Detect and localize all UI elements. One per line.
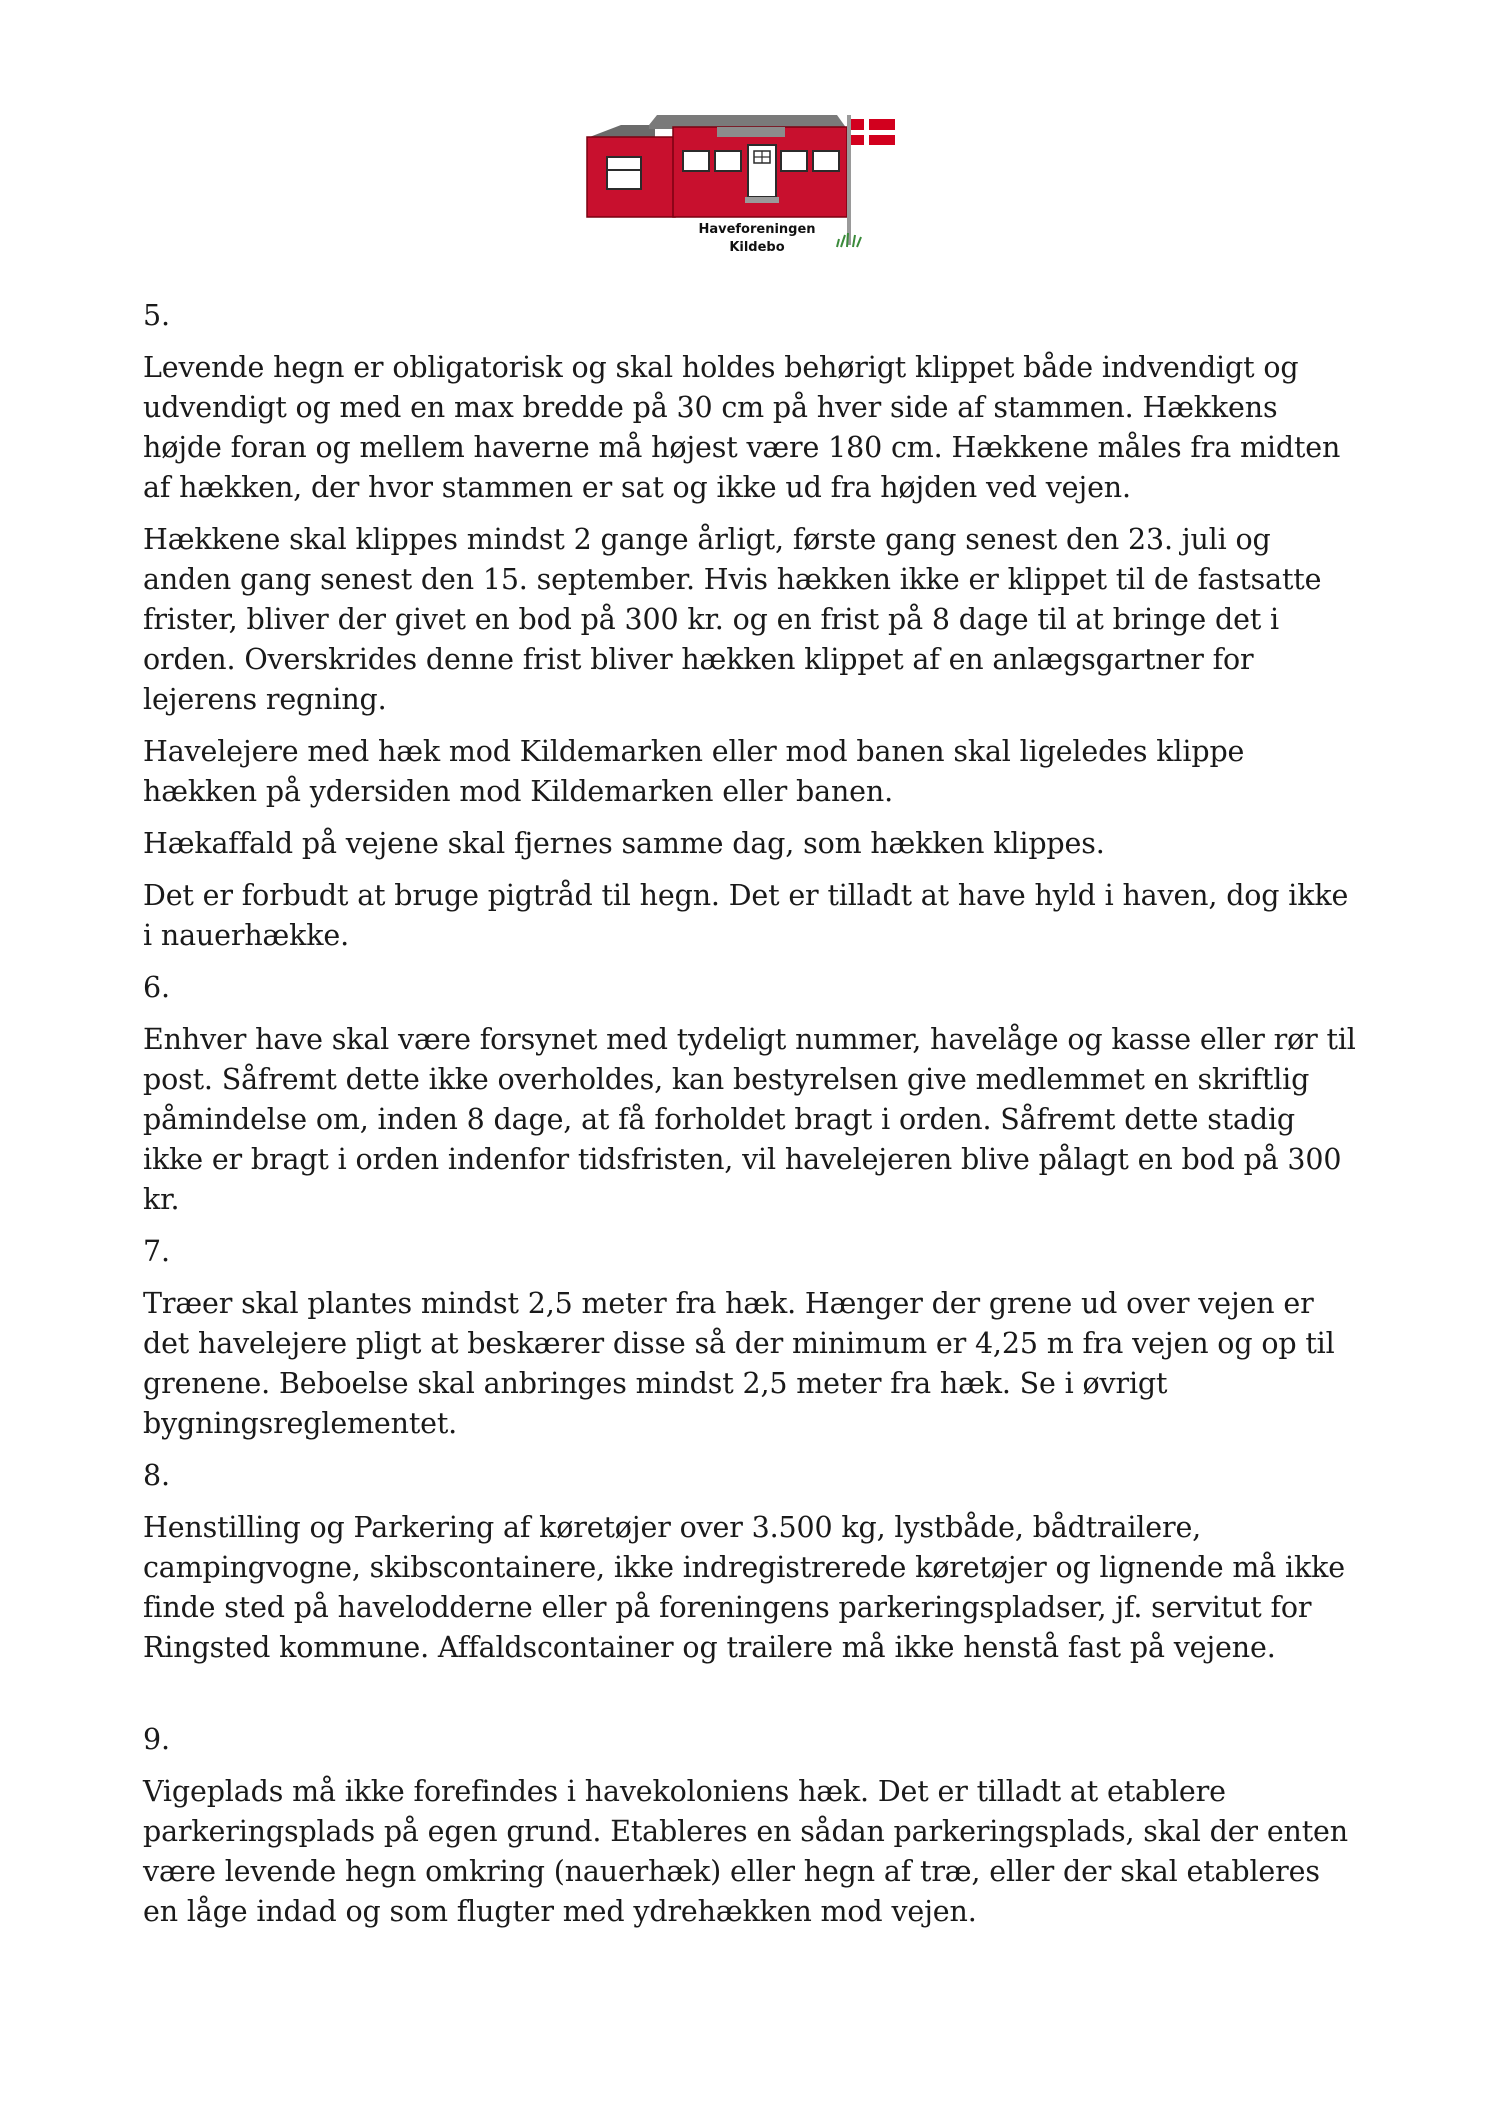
section-9-paragraph-1: Vigeplads må ikke forefindes i havekoloniens hæk. Det er tilladt at etablere parkeringsplads på egen grund. Etableres en sådan parkeringsplads, skal der enten være levende hegn omkring (nauerhæk) eller hegn af træ, eller der skal etableres en låge indad og som flugter med ydrehækken mod vejen. [143,1775,1348,1928]
section-5-paragraph-2: Hækkene skal klippes mindst 2 gange årligt, første gang senest den 23. juli og anden gang senest den 15. september. Hvis hækken ikke er klippet til de fastsatte frister, bliver der givet en bod på 300 kr. og en frist på 8 dage til at bringe det i orden. Overskrides denne frist bliver hækken klippet af en anlægsgartner for lejerens regning. [143,523,1322,716]
section-number-7: 7. [143,1235,170,1268]
logo-title: Haveforeningen [698,222,816,237]
section-number-5: 5. [143,299,170,332]
logo-danish-flag [851,119,895,145]
logo-porch-roof [717,127,785,137]
section-number-8: 8. [143,1459,170,1492]
section-7-paragraph-1: Træer skal plantes mindst 2,5 meter fra hæk. Hænger der grene ud over vejen er det havelejere pligt at beskærer disse så der minimum er 4,25 m fra vejen og op til grenene. Beboelse skal anbringes mindst 2,5 meter fra hæk. Se i øvrigt bygningsreglementet. [143,1287,1335,1440]
logo-window-large [607,157,641,189]
logo-window-4 [813,151,839,171]
section-8-paragraph-1: Henstilling og Parkering af køretøjer over 3.500 kg, lystbåde, bådtrailere, campingvogne, skibscontainere, ikke indregistrerede køretøjer og lignende må ikke finde sted på havelodderne eller på foreningens parkeringspladser, jf. servitut for Ringsted kommune. Affaldscontainer og trailere må ikke henstå fast på vejene. [143,1511,1345,1664]
section-5-paragraph-4: Hækaffald på vejene skal fjernes samme dag, som hækken klippes. [143,827,1105,860]
document-body [143,296,1358,1944]
section-5-paragraph-5: Det er forbudt at bruge pigtråd til hegn. Det er tilladt at have hyld i haven, dog ikke i nauerhække. [143,879,1349,952]
logo-window-1 [683,151,709,171]
kildebo-logo [585,115,905,260]
logo-roof-left [587,125,655,138]
section-number-6: 6. [143,971,170,1004]
logo-window-2 [715,151,741,171]
section-5-paragraph-1: Levende hegn er obligatorisk og skal holdes behørigt klippet både indvendigt og udvendigt og med en max bredde på 30 cm på hver side af stammen. Hækkens højde foran og mellem haverne må højest være 180 cm. Hækkene måles fra midten af hækken, der hvor stammen er sat og ikke ud fra højden ved vejen. [143,351,1341,504]
section-number-9: 9. [143,1723,170,1756]
logo-subtitle: Kildebo [729,240,785,255]
section-6-paragraph-1: Enhver have skal være forsynet med tydeligt nummer, havelåge og kasse eller rør til post. Såfremt dette ikke overholdes, kan bestyrelsen give medlemmet en skriftlig påmindelse om, inden 8 dage, at få forholdet bragt i orden. Såfremt dette stadig ikke er bragt i orden indenfor tidsfristen, vil havelejeren blive pålagt en bod på 300 kr. [143,1023,1356,1216]
section-5-paragraph-3: Havelejere med hæk mod Kildemarken eller mod banen skal ligeledes klippe hækken på ydersiden mod Kildemarken eller banen. [143,735,1245,808]
logo-flagpole [847,115,851,245]
logo-window-3 [781,151,807,171]
